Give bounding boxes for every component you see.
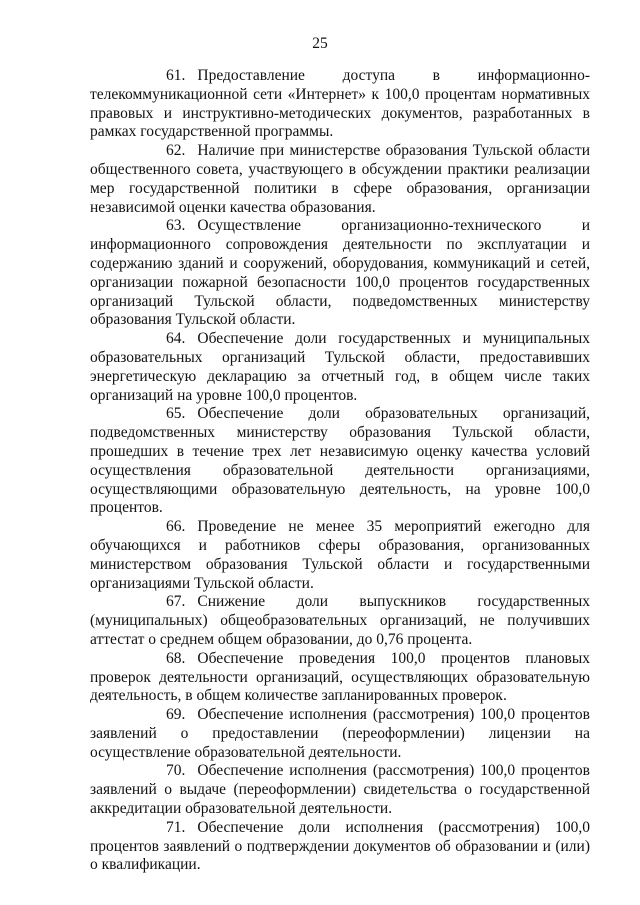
item-number: 69.: [166, 706, 186, 724]
item-number: 62.: [166, 142, 186, 160]
list-item: [90, 217, 590, 330]
item-text: Обеспечение исполнения (рассмотрения) 100,0 процентов заявлений о выдаче (переоформлении) свидетельства о государственной аккредитации образовательной деятельности.: [90, 762, 590, 818]
item-text: Обеспечение доли государственных и муниципальных образовательных организаций Тульской области, предоставивших энергетическую декларацию за отчетный год, в общем числе таких организаций на уровне 100,0 процентов.: [90, 330, 590, 404]
item-text: Наличие при министерстве образования Тульской области общественного совета, участвующего в обсуждении практики реализации мер государственной политики в сфере образования, организации независимой оценки качества образования.: [90, 142, 590, 216]
item-number: 71.: [166, 818, 186, 836]
item-text: Проведение не менее 35 мероприятий ежегодно для обучающихся и работников сферы образования, организованных министерством образования Тульской области и государственными организациями Тульской области.: [90, 518, 590, 592]
page-number: 25: [312, 35, 328, 52]
item-text: Обеспечение исполнения (рассмотрения) 100,0 процентов заявлений о предоставлении (переоформлении) лицензии на осуществление образовательной деятельности.: [90, 706, 590, 761]
list-item: [90, 330, 590, 405]
item-number: 63.: [166, 217, 186, 235]
list-item: [90, 405, 590, 518]
item-text: Осуществление организационно-технического и информационного сопровождения деятельности по эксплуатации и содержанию зданий и сооружений, оборудования, коммуникаций и сетей, организации пожарной безопасности 100,0 процентов государственных организаций Тульской области, подведомственных министерству образования Тульской области.: [90, 217, 590, 329]
document-body: [90, 67, 590, 875]
list-item: [90, 67, 590, 142]
list-item: [90, 762, 590, 818]
item-number: 61.: [166, 67, 186, 84]
item-text: Обеспечение проведения 100,0 процентов плановых проверок деятельности организаций, осуществляющих образовательную деятельность, в общем количестве запланированных проверок.: [90, 649, 590, 705]
list-item: [90, 518, 590, 593]
item-number: 64.: [166, 330, 186, 348]
list-item: [90, 142, 590, 217]
item-text: Снижение доли выпускников государственных (муниципальных) общеобразовательных организаций, не получивших аттестат о среднем общем образовании, до 0,76 процента.: [90, 593, 590, 648]
item-text: Обеспечение доли образовательных организаций, подведомственных министерству образования Тульской области, прошедших в течение трех лет независимую оценку качества условий осуществления образовательной деятельности организациями, осуществляющими образовательную деятельность, на уровне 100,0 процентов.: [90, 405, 590, 517]
item-number: 67.: [166, 593, 186, 611]
list-item: [90, 593, 590, 649]
list-item: [90, 706, 590, 762]
item-text: Предоставление доступа в информационно-телекоммуникационной сети «Интернет» к 100,0 процентам нормативных правовых и инструктивно-методических документов, разработанных в рамках государственной программы.: [90, 67, 590, 141]
item-number: 70.: [166, 762, 186, 780]
list-item: [90, 819, 590, 875]
item-number: 66.: [166, 518, 186, 536]
item-text: Обеспечение доли исполнения (рассмотрения) 100,0 процентов заявлений о подтверждении документов об образовании и (или) о квалификации.: [90, 818, 590, 874]
item-number: 68.: [166, 649, 186, 667]
item-number: 65.: [166, 405, 186, 423]
list-item: [90, 650, 590, 706]
